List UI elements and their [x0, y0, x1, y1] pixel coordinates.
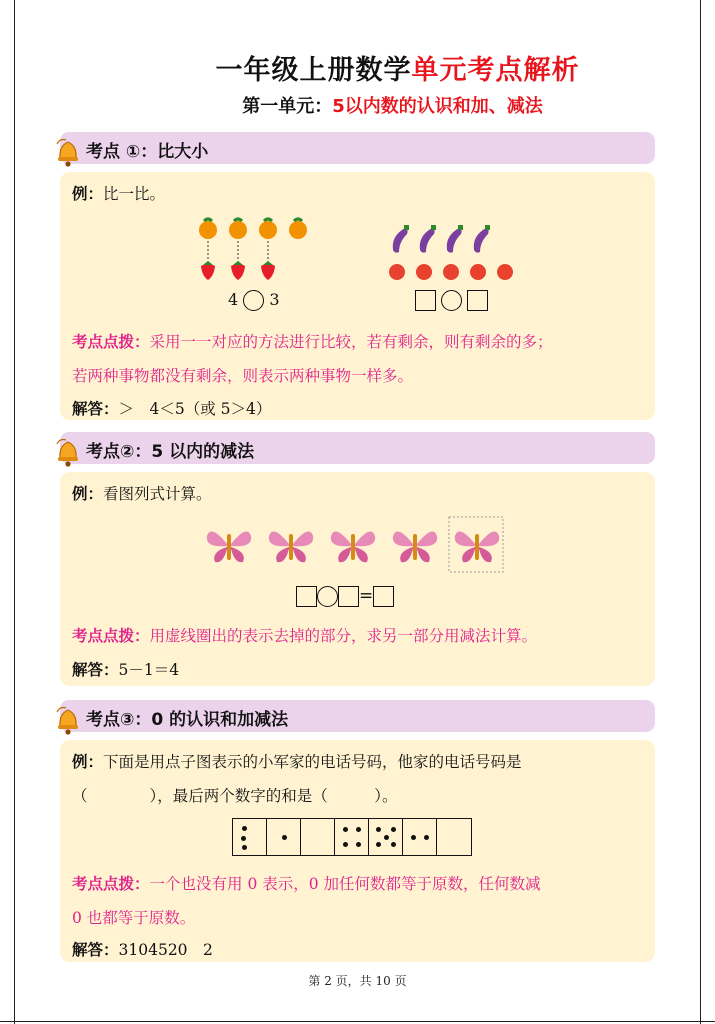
- dot-cell: [267, 819, 301, 855]
- section3-answer: [72, 938, 213, 960]
- section3-tip-line1: [72, 872, 541, 894]
- dot: [282, 835, 287, 840]
- dot: [384, 835, 389, 840]
- page-border-left: [14, 0, 15, 1024]
- dot: [343, 827, 348, 832]
- answer-box[interactable]: [467, 290, 488, 311]
- dot: [391, 827, 396, 832]
- orange-icon: [289, 219, 307, 239]
- phone-number-dot-chart: [232, 818, 472, 856]
- bell-icon: [54, 704, 80, 738]
- dot-cell: [369, 819, 403, 855]
- section3-tip-line2: 0 也都等于原数。: [72, 909, 196, 927]
- answer-box[interactable]: [338, 586, 359, 607]
- butterfly-icon: [269, 532, 313, 563]
- butterfly-icon: [207, 532, 251, 563]
- example-label: 例：: [72, 185, 104, 203]
- butterfly-icon: [455, 532, 499, 563]
- dot: [411, 835, 416, 840]
- dot: [343, 842, 348, 847]
- section3-heading: 考点③：0 的认识和加减法: [86, 710, 289, 730]
- strawberry-icon: [201, 261, 215, 280]
- eggplant-icon: [420, 228, 435, 253]
- section2-header: [60, 432, 655, 464]
- example-label: 例：: [72, 753, 104, 771]
- answer-box[interactable]: [373, 586, 394, 607]
- butterfly-icon: [331, 532, 375, 563]
- answer-label: 解答：: [72, 400, 119, 418]
- compare-blank: [415, 290, 488, 311]
- tomato-icon: [389, 264, 405, 280]
- section1-tip-line1: [72, 330, 553, 352]
- section2-card: [60, 472, 655, 686]
- section1-example: [72, 182, 165, 204]
- tomato-icon: [443, 264, 459, 280]
- dot: [356, 827, 361, 832]
- answer-box[interactable]: [296, 586, 317, 607]
- dot: [391, 842, 396, 847]
- equals-sign: =: [359, 586, 374, 606]
- example-label: 例：: [72, 485, 104, 503]
- tomato-icon: [497, 264, 513, 280]
- operator-circle[interactable]: [317, 586, 338, 607]
- tomato-icon: [416, 264, 432, 280]
- tip-label: 考点点拨：: [72, 333, 150, 351]
- section3-header: [60, 700, 655, 732]
- section1-header: [60, 132, 655, 164]
- bell-icon: [54, 436, 80, 470]
- eggplant-icon: [393, 228, 408, 253]
- section2-tip: [72, 624, 537, 646]
- subtitle-part1: 第一单元：: [242, 96, 333, 117]
- dot-cell: [403, 819, 437, 855]
- tip-label: 考点点拨：: [72, 627, 150, 645]
- strawberry-icon: [261, 261, 275, 280]
- orange-icon: [259, 219, 277, 239]
- dot-cell: [301, 819, 335, 855]
- oranges-strawberries-picture: [190, 212, 320, 282]
- example-text: 比一比。: [103, 185, 166, 203]
- answer-text: ＞ 4＜5（或 5＞4）: [118, 400, 272, 418]
- tip-text: 采用一一对应的方法进行比较，若有剩余，则有剩余的多；: [149, 333, 553, 351]
- page-title: [0, 48, 715, 87]
- answer-box[interactable]: [415, 290, 436, 311]
- answer-text: 5－1＝4: [118, 661, 180, 679]
- orange-icon: [229, 219, 247, 239]
- tip-label: 考点点拨：: [72, 875, 150, 893]
- butterflies-picture: [205, 516, 505, 574]
- dot-cell: [335, 819, 369, 855]
- section1-answer: [72, 397, 271, 419]
- section1-card: [60, 172, 655, 420]
- page-border-right: [700, 0, 701, 1024]
- tip-text: 用虚线圈出的表示去掉的部分，求另一部分用减法计算。: [149, 627, 538, 645]
- eggplant-icon: [447, 228, 462, 253]
- dot: [424, 835, 429, 840]
- example-text: 下面是用点子图表示的小军家的电话号码，他家的电话号码是: [103, 753, 522, 771]
- dot: [242, 826, 247, 831]
- section2-heading: 考点②：5 以内的减法: [86, 442, 255, 462]
- answer-text: 3104520 2: [118, 941, 213, 959]
- compare-circle[interactable]: [243, 290, 264, 311]
- section2-answer: [72, 658, 179, 680]
- dot: [241, 836, 246, 841]
- dot-cell: [437, 819, 471, 855]
- dot: [376, 842, 381, 847]
- page-footer: 第 2 页，共 10 页: [308, 974, 407, 988]
- page-border-bottom: [0, 1021, 715, 1022]
- dot-cell: [233, 819, 267, 855]
- right-number: 3: [269, 290, 280, 309]
- subtitle-part2: 5以内数的认识和加、减法: [332, 96, 543, 117]
- page-subtitle: [0, 92, 715, 118]
- section3-example-line2: （ ），最后两个数字的和是（ ）。: [72, 787, 398, 805]
- section3-example-line1: [72, 750, 522, 772]
- section1-heading: 考点 ①：比大小: [86, 142, 209, 162]
- title-part1: 一年级上册数学: [215, 55, 412, 86]
- butterfly-icon: [393, 532, 437, 563]
- answer-label: 解答：: [72, 661, 119, 679]
- compare-circle[interactable]: [441, 290, 462, 311]
- example-text: 看图列式计算。: [103, 485, 212, 503]
- dot: [242, 845, 247, 850]
- tip-text: 一个也没有用 0 表示，0 加任何数都等于原数，任何数减: [149, 875, 541, 893]
- dot: [376, 827, 381, 832]
- answer-label: 解答：: [72, 941, 119, 959]
- strawberry-icon: [231, 261, 245, 280]
- equation-blank: [296, 586, 394, 607]
- bell-icon: [54, 136, 80, 170]
- section2-example: [72, 482, 212, 504]
- eggplant-icon: [474, 228, 489, 253]
- eggplants-tomatoes-picture: [385, 222, 525, 286]
- compare-4-3: [228, 290, 280, 311]
- orange-icon: [199, 219, 217, 239]
- left-number: 4: [228, 290, 239, 309]
- section1-tip-line2: 若两种事物都没有剩余，则表示两种事物一样多。: [72, 367, 414, 385]
- dot: [356, 842, 361, 847]
- title-part2: 单元考点解析: [411, 55, 580, 86]
- tomato-icon: [470, 264, 486, 280]
